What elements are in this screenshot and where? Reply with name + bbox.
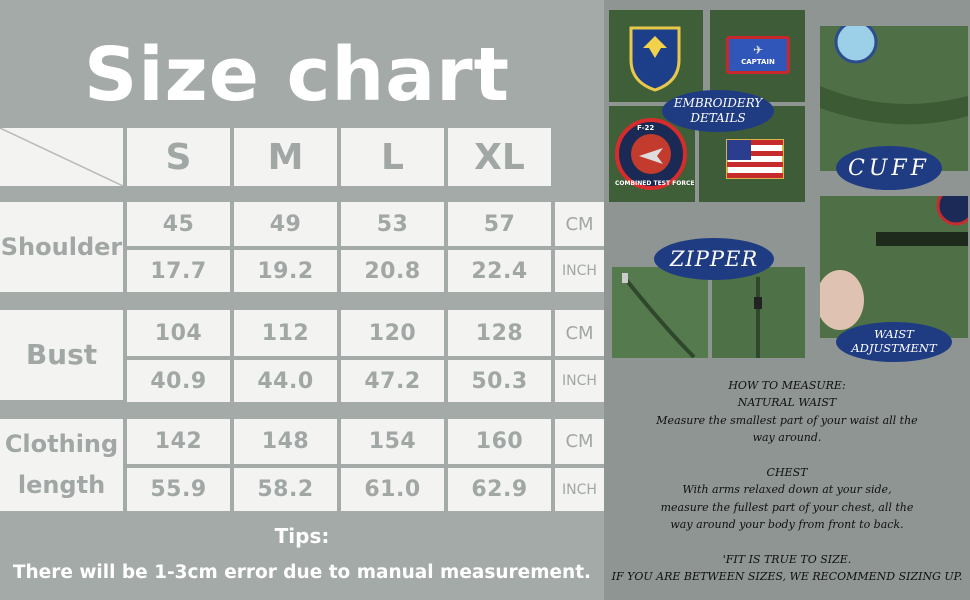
pocket-zipper-icon bbox=[712, 267, 805, 358]
chest-text: way around your body from front to back. bbox=[670, 518, 904, 532]
table-cell: 160 bbox=[448, 419, 551, 464]
chest-text: measure the fullest part of your chest, all the bbox=[660, 500, 914, 514]
photo-zipper-right bbox=[712, 267, 805, 358]
f22-label: F-22 bbox=[637, 124, 655, 132]
cuff-banner: CUFF bbox=[836, 146, 942, 190]
unit-cm: CM bbox=[555, 419, 604, 464]
zipper-icon bbox=[612, 267, 708, 358]
detail-panel bbox=[604, 0, 970, 600]
table-cell: 44.0 bbox=[234, 360, 337, 402]
table-cell: 154 bbox=[341, 419, 444, 464]
combined-test-force-label: COMBINED TEST FORCE bbox=[615, 180, 695, 187]
how-to-measure bbox=[604, 370, 970, 600]
chest-heading: CHEST bbox=[766, 466, 808, 480]
embroidery-details-banner: EMBROIDERY DETAILS bbox=[662, 90, 774, 132]
photo-captain-patch bbox=[710, 10, 805, 102]
unit-inch: INCH bbox=[555, 250, 604, 292]
table-cell: 40.9 bbox=[127, 360, 230, 402]
size-chart-title: Size chart bbox=[84, 32, 511, 118]
table-cell: 62.9 bbox=[448, 468, 551, 511]
table-cell: 20.8 bbox=[341, 250, 444, 292]
table-cell: 45 bbox=[127, 202, 230, 246]
natural-waist-heading: NATURAL WAIST bbox=[737, 396, 837, 410]
column-header-l: L bbox=[341, 128, 444, 186]
zipper-banner: ZIPPER bbox=[654, 238, 774, 280]
table-corner-cell bbox=[0, 128, 123, 186]
spacer bbox=[604, 534, 970, 551]
waist-adjustment-banner: WAIST ADJUSTMENT bbox=[836, 322, 952, 362]
captain-label: CAPTAIN bbox=[741, 58, 775, 66]
tips-title: Tips: bbox=[274, 524, 330, 548]
measure-heading: HOW TO MEASURE: bbox=[728, 379, 846, 392]
row-label-shoulder: Shoulder bbox=[0, 202, 123, 292]
unit-cm: CM bbox=[555, 310, 604, 356]
unit-inch: INCH bbox=[555, 360, 604, 402]
table-cell: 58.2 bbox=[234, 468, 337, 511]
row-label-bust: Bust bbox=[0, 310, 123, 400]
spacer bbox=[604, 447, 970, 464]
column-header-m: M bbox=[234, 128, 337, 186]
fit-note: 'FIT IS TRUE TO SIZE. bbox=[722, 553, 852, 567]
table-cell: 112 bbox=[234, 310, 337, 356]
table-cell: 19.2 bbox=[234, 250, 337, 292]
table-cell: 142 bbox=[127, 419, 230, 464]
shield-patch-icon bbox=[609, 10, 703, 102]
column-header-xl: XL bbox=[448, 128, 551, 186]
natural-waist-text: way around. bbox=[752, 431, 822, 445]
row-label-clothing-length: Clothing length bbox=[0, 419, 123, 511]
table-cell: 49 bbox=[234, 202, 337, 246]
table-cell: 148 bbox=[234, 419, 337, 464]
tips-text: There will be 1-3cm error due to manual measurement. bbox=[12, 562, 592, 583]
table-cell: 57 bbox=[448, 202, 551, 246]
column-header-s: S bbox=[127, 128, 230, 186]
wings-icon: ✈ bbox=[752, 43, 764, 57]
detail-photos bbox=[604, 0, 970, 370]
unit-inch: INCH bbox=[555, 468, 604, 511]
table-cell: 53 bbox=[341, 202, 444, 246]
table-cell: 50.3 bbox=[448, 360, 551, 402]
table-cell: 55.9 bbox=[127, 468, 230, 511]
sizing-advice: IF YOU ARE BETWEEN SIZES, WE RECOMMEND SIZING UP. bbox=[611, 570, 963, 584]
waist-strap-icon bbox=[820, 196, 968, 338]
photo-air-force-patch bbox=[609, 10, 703, 102]
table-cell: 61.0 bbox=[341, 468, 444, 511]
chest-text: With arms relaxed down at your side, bbox=[682, 483, 892, 497]
unit-cm: CM bbox=[555, 202, 604, 246]
table-cell: 104 bbox=[127, 310, 230, 356]
photo-zipper-left bbox=[612, 267, 708, 358]
table-cell: 128 bbox=[448, 310, 551, 356]
photo-waist bbox=[820, 196, 968, 338]
table-cell: 17.7 bbox=[127, 250, 230, 292]
table-cell: 22.4 bbox=[448, 250, 551, 292]
natural-waist-text: Measure the smallest part of your waist all the bbox=[656, 413, 918, 427]
captain-patch bbox=[726, 36, 790, 74]
corner-diagonal bbox=[0, 128, 123, 186]
table-cell: 47.2 bbox=[341, 360, 444, 402]
table-cell: 120 bbox=[341, 310, 444, 356]
